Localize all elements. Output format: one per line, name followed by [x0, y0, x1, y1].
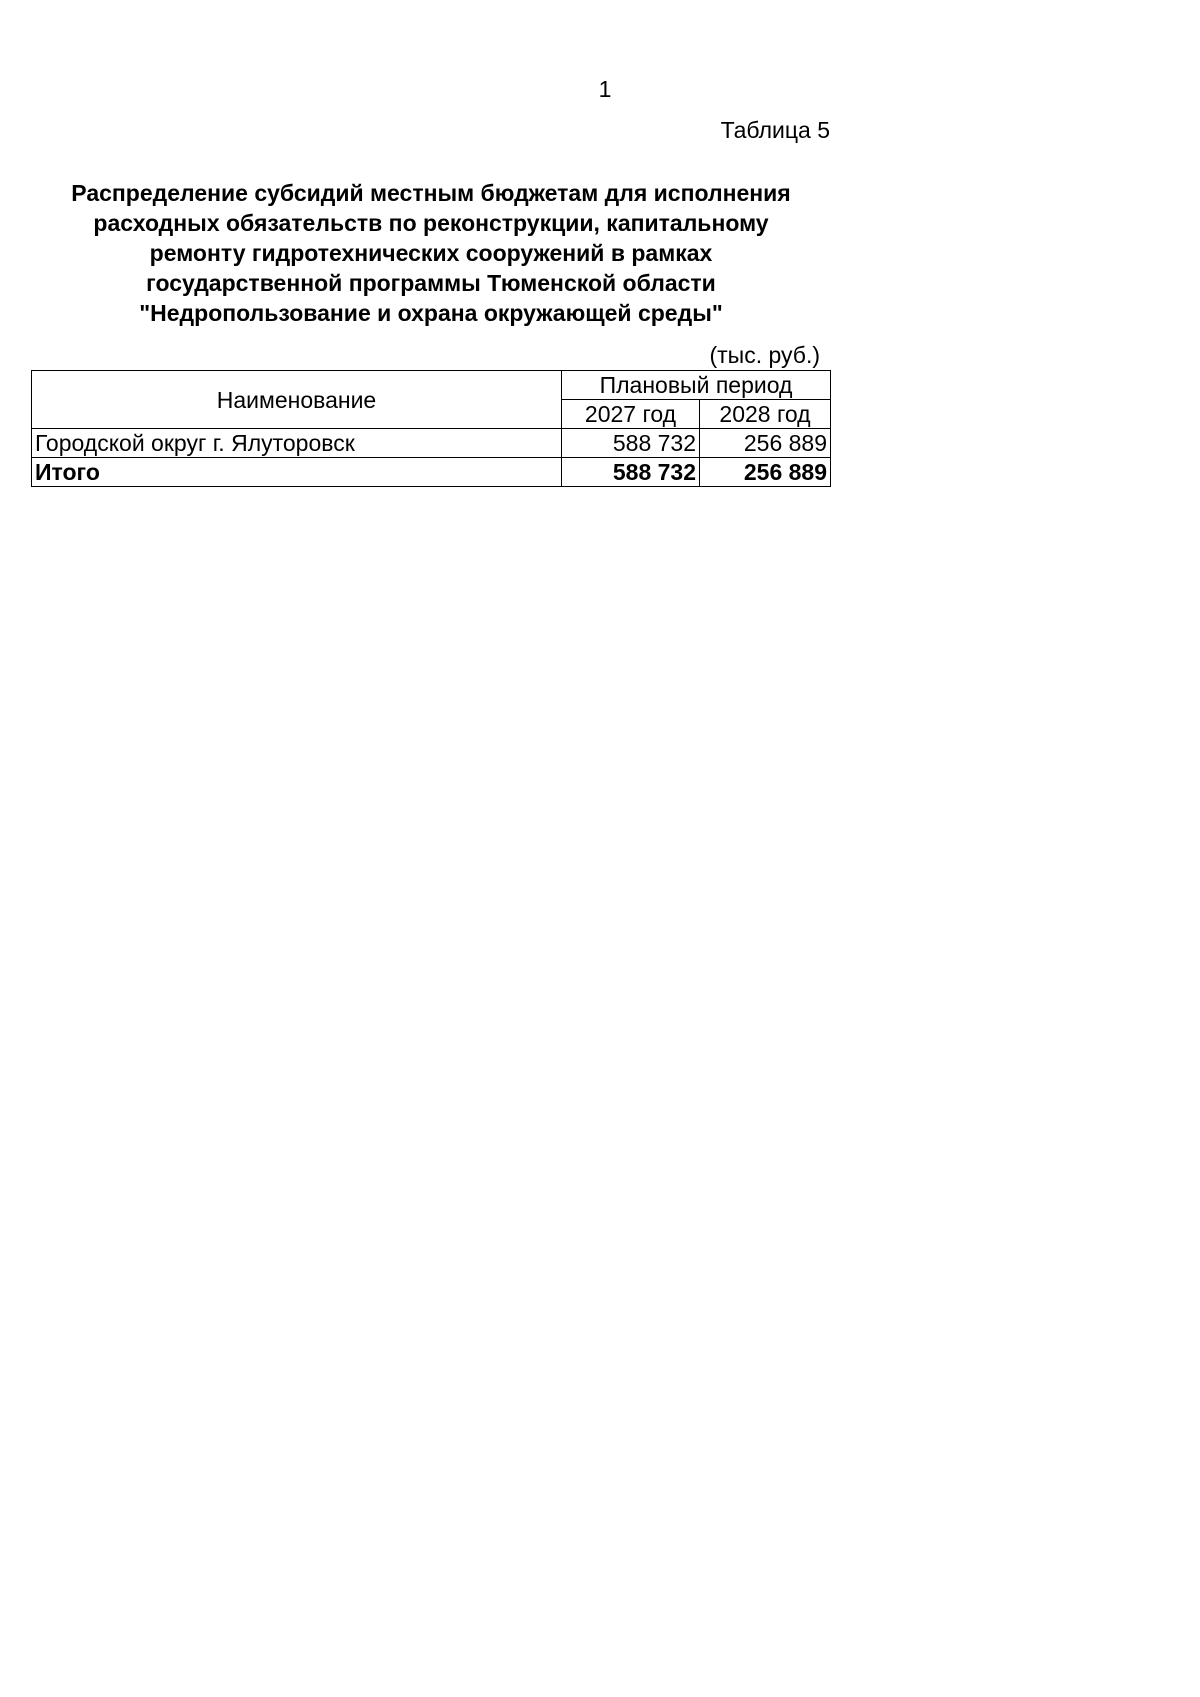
table-header-row: [32, 371, 831, 400]
page-number: 1: [598, 76, 612, 102]
total-value-2027: 588 732: [562, 458, 700, 487]
row-value-2027: 588 732: [562, 429, 700, 458]
row-value-2028: 256 889: [700, 429, 831, 458]
year-2027-header: 2027 год: [562, 400, 700, 429]
total-label: Итого: [32, 458, 562, 487]
units-note: (тыс. руб.): [709, 342, 820, 368]
document-title: [28, 178, 834, 328]
total-row: [32, 458, 831, 487]
row-name-cell: Городской округ г. Ялуторовск: [32, 429, 562, 458]
total-value-2028: 256 889: [700, 458, 831, 487]
table-row: [32, 429, 831, 458]
title-line: расходных обязательств по реконструкции, капитальному: [93, 210, 769, 236]
year-2028-header: 2028 год: [700, 400, 831, 429]
title-line: государственной программы Тюменской области: [146, 270, 716, 296]
title-line: "Недропользование и охрана окружающей среды": [139, 300, 723, 326]
planned-period-header: Плановый период: [562, 371, 831, 400]
subsidy-table: [31, 370, 831, 487]
title-line: Распределение субсидий местным бюджетам для исполнения: [71, 180, 791, 206]
name-column-header: Наименование: [32, 371, 562, 429]
title-line: ремонту гидротехнических сооружений в рамках: [149, 240, 713, 266]
table-label: Таблица 5: [720, 117, 830, 143]
